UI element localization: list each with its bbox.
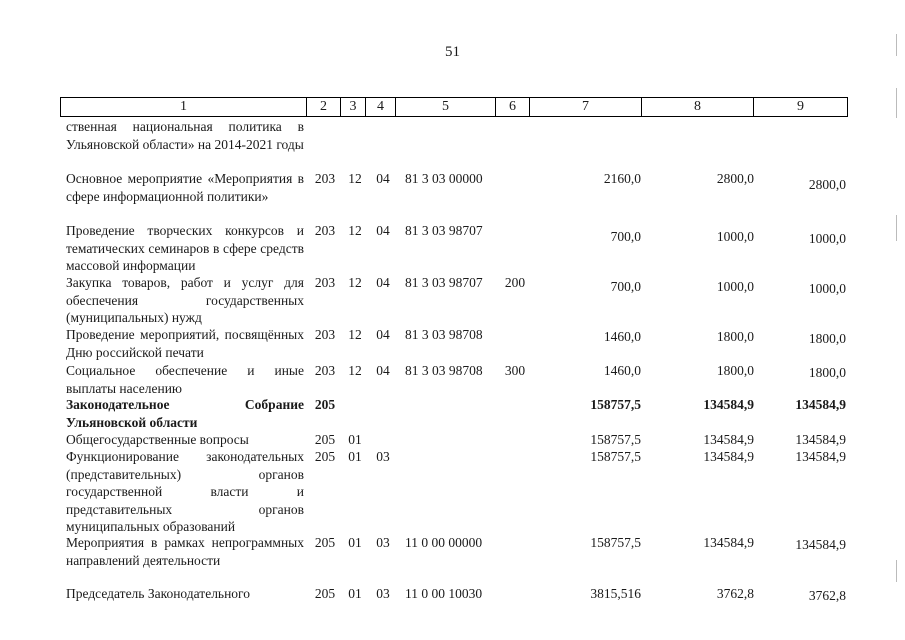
cell-col-8: 134584,9: [703, 397, 754, 412]
cell-col-8: 134584,9: [703, 535, 754, 550]
cell-col-5: 11 0 00 10030: [405, 586, 483, 601]
row-name: Общегосударственные вопросы: [66, 432, 249, 447]
cell-col-5: 81 3 03 00000: [405, 171, 483, 186]
cell-col-7: 158757,5: [590, 432, 641, 447]
cell-col-7: 700,0: [610, 229, 641, 244]
cell-col-3: 01: [348, 432, 362, 447]
cell-col-8: 2800,0: [716, 171, 754, 186]
cell-col-4: 03: [376, 535, 390, 550]
row-name: Председатель Законодательного: [66, 586, 251, 601]
cell-col-8: 1800,0: [716, 329, 754, 344]
page-number: 51: [445, 44, 460, 60]
header-col-7: 7: [530, 98, 642, 116]
cell-col-4: 04: [376, 275, 390, 290]
cell-col-2: 203: [314, 171, 336, 186]
cell-col-7: 700,0: [610, 279, 641, 294]
page-edge-mark: [896, 34, 897, 56]
cell-col-2: 203: [314, 327, 336, 342]
table-header: [60, 97, 848, 117]
cell-col-2: 205: [314, 432, 336, 447]
header-col-4: 4: [366, 98, 396, 116]
cell-col-8: 1800,0: [716, 363, 754, 378]
cell-col-9: 3762,8: [808, 588, 846, 603]
cell-col-9: 134584,9: [795, 432, 846, 447]
cell-col-8: 1000,0: [716, 229, 754, 244]
header-col-6: 6: [496, 98, 530, 116]
cell-col-8: 3762,8: [716, 586, 754, 601]
cell-col-3: 12: [348, 171, 362, 186]
cell-col-3: 12: [348, 363, 362, 378]
cell-col-2: 203: [314, 275, 336, 290]
cell-col-5: 81 3 03 98708: [405, 363, 483, 378]
cell-col-3: 01: [348, 586, 362, 601]
cell-col-8: 1000,0: [716, 279, 754, 294]
cell-col-2: 205: [314, 535, 336, 550]
header-col-9: 9: [797, 99, 804, 114]
cell-col-9: 134584,9: [795, 449, 846, 464]
row-name: Социальное обеспечение и иные выплаты населению: [66, 363, 304, 396]
page-edge-mark: [896, 215, 897, 241]
row-name: Мероприятия в рамках непрограммных направлений деятельности: [66, 535, 304, 568]
cell-col-7: 158757,5: [590, 535, 641, 550]
cell-col-7: 2160,0: [603, 171, 641, 186]
cell-col-3: 12: [348, 275, 362, 290]
header-col-5: 5: [396, 98, 496, 116]
cell-col-7: 1460,0: [603, 363, 641, 378]
header-col-8: 8: [642, 98, 754, 116]
cell-col-3: 01: [348, 449, 362, 464]
cell-col-9: 134584,9: [795, 537, 846, 552]
row-name: Основное мероприятие «Мероприятия в сфере информационной политики»: [66, 171, 304, 204]
row-name: Функционирование законодательных (представительных) органов государственной власти и представительных органов муниципальных образований: [66, 449, 304, 534]
row-name: Законодательное Собрание Ульяновской области: [66, 397, 304, 430]
cell-col-8: 134584,9: [703, 449, 754, 464]
cell-col-9: 1000,0: [808, 281, 846, 296]
header-col-3: 3: [341, 98, 366, 116]
row-name: Проведение мероприятий, посвящённых Дню российской печати: [66, 327, 304, 360]
cell-col-8: 134584,9: [703, 432, 754, 447]
cell-col-5: 11 0 00 00000: [405, 535, 483, 550]
cell-col-5: 81 3 03 98708: [405, 327, 483, 342]
cell-col-4: 03: [376, 586, 390, 601]
cell-col-9: 1800,0: [808, 365, 846, 380]
header-col-2: 2: [307, 98, 341, 116]
cell-col-7: 158757,5: [590, 397, 641, 412]
cell-col-4: 04: [376, 223, 390, 238]
page-edge-mark: [896, 560, 897, 582]
cell-col-3: 12: [348, 223, 362, 238]
cell-col-2: 203: [314, 363, 336, 378]
cell-col-6: 300: [504, 363, 526, 378]
page-edge-mark: [896, 88, 897, 118]
cell-col-2: 203: [314, 223, 336, 238]
cell-col-5: 81 3 03 98707: [405, 275, 483, 290]
cell-col-2: 205: [314, 449, 336, 464]
cell-col-9: 2800,0: [808, 177, 846, 192]
cell-col-4: 03: [376, 449, 390, 464]
cell-col-4: 04: [376, 171, 390, 186]
header-col-1: 1: [61, 98, 307, 116]
row-name: Проведение творческих конкурсов и тематических семинаров в сфере средств массовой информации: [66, 223, 304, 273]
cell-col-9: 1000,0: [808, 231, 846, 246]
cell-col-9: 134584,9: [795, 397, 846, 412]
row-name: Закупка товаров, работ и услуг для обеспечения государственных (муниципальных) нужд: [66, 275, 304, 325]
cell-col-2: 205: [314, 586, 336, 601]
row-name: ственная национальная политика в Ульяновской области» на 2014-2021 годы: [66, 119, 304, 152]
cell-col-7: 158757,5: [590, 449, 641, 464]
cell-col-3: 12: [348, 327, 362, 342]
cell-col-3: 01: [348, 535, 362, 550]
cell-col-4: 04: [376, 363, 390, 378]
cell-col-6: 200: [504, 275, 526, 290]
cell-col-2: 205: [314, 397, 336, 412]
cell-col-5: 81 3 03 98707: [405, 223, 483, 238]
cell-col-7: 1460,0: [603, 329, 641, 344]
cell-col-4: 04: [376, 327, 390, 342]
cell-col-9: 1800,0: [808, 331, 846, 346]
cell-col-7: 3815,516: [590, 586, 641, 601]
